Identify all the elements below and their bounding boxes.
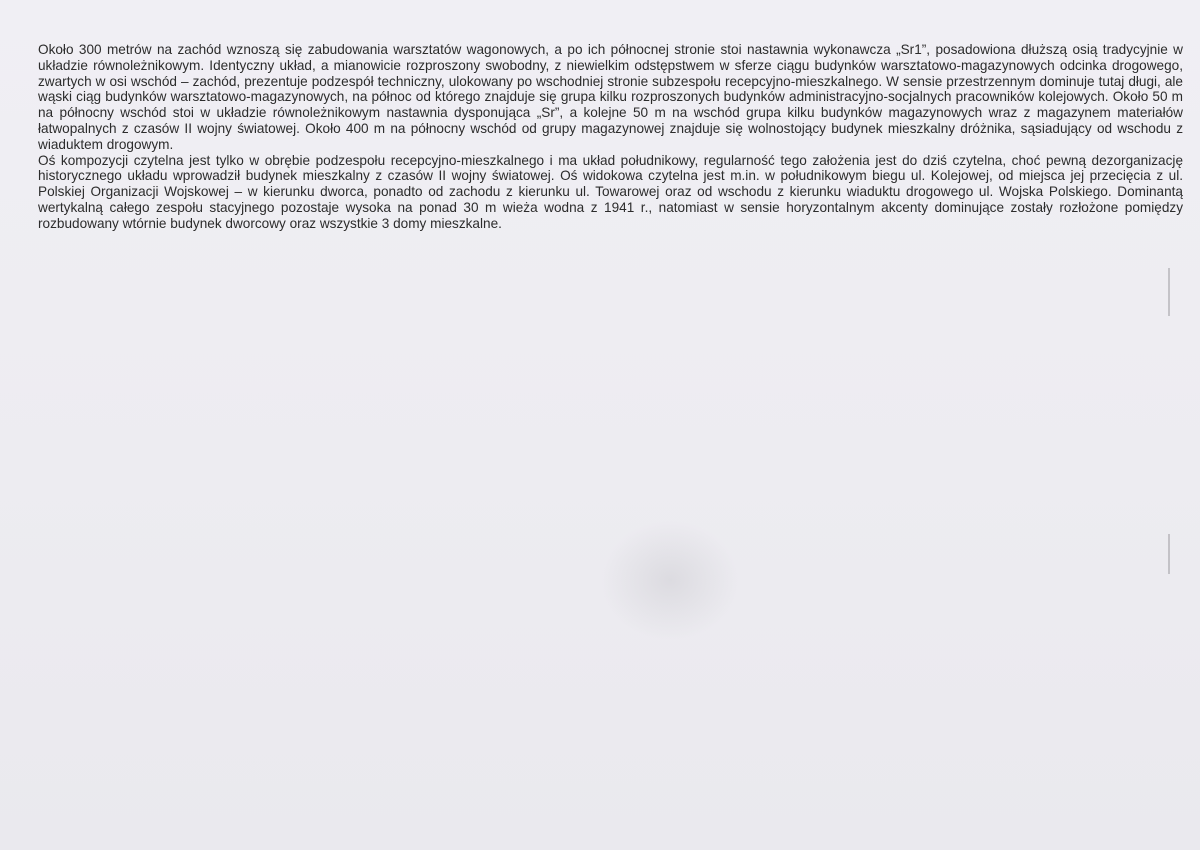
scan-artifact-mark: [1168, 534, 1170, 574]
paragraph-2: Oś kompozycji czytelna jest tylko w obrębie podzespołu recepcyjno-mieszkalnego i ma układ południkowy, regularność tego założenia jest do dziś czytelna, choć pewną dezorganizację historycznego układu wprowadził budynek mieszkalny z czasów II wojny światowej. Oś widokowa czytelna jest m.in. w południkowym biegu ul. Kolejowej, od miejsca jej przecięcia z ul. Polskiej Organizacji Wojskowej – w kierunku dworca, ponadto od zachodu z kierunku ul. Towarowej oraz od wschodu z kierunku wiaduktu drogowego ul. Wojska Polskiego. Dominantą wertykalną całego zespołu stacyjnego pozostaje wysoka na ponad 30 m wieża wodna z 1941 r., natomiast w sensie horyzontalnym akcenty dominujące zostały rozłożone pomiędzy rozbudowany wtórnie budynek dworcowy oraz wszystkie 3 domy mieszkalne.: [38, 152, 1183, 231]
body-text: [38, 42, 1183, 232]
scan-smudge: [600, 520, 740, 640]
scan-artifact-mark: [1168, 268, 1170, 316]
paragraph-1: Około 300 metrów na zachód wznoszą się zabudowania warsztatów wagonowych, a po ich północnej stronie stoi nastawnia wykonawcza „Sr1”, posadowiona dłuższą osią tradycyjnie w układzie równoleżnikowym. Identyczny układ, a mianowicie rozproszony swobodny, z niewielkim odstępstwem w sferze ciągu budynków warsztatowo-magazynowych odcinka drogowego, zwartych w osi wschód – zachód, prezentuje podzespół techniczny, ulokowany po wschodniej stronie subzespołu recepcyjno-mieszkalnego. W sensie przestrzennym dominuje tutaj długi, ale wąski ciąg budynków warsztatowo-magazynowych, na północ od którego znajduje się grupa kilku rozproszonych budynków administracyjno-socjalnych pracowników kolejowych. Około 50 m na północny wschód stoi w układzie równoleżnikowym nastawnia dysponująca „Sr”, a kolejne 50 m na wschód grupa kilku budynków magazynowych wraz z magazynem materiałów łatwopalnych z czasów II wojny światowej. Około 400 m na północny wschód od grupy magazynowej znajduje się wolnostojący budynek mieszkalny dróżnika, sąsiadujący od wschodu z wiaduktem drogowym.: [38, 42, 1183, 152]
